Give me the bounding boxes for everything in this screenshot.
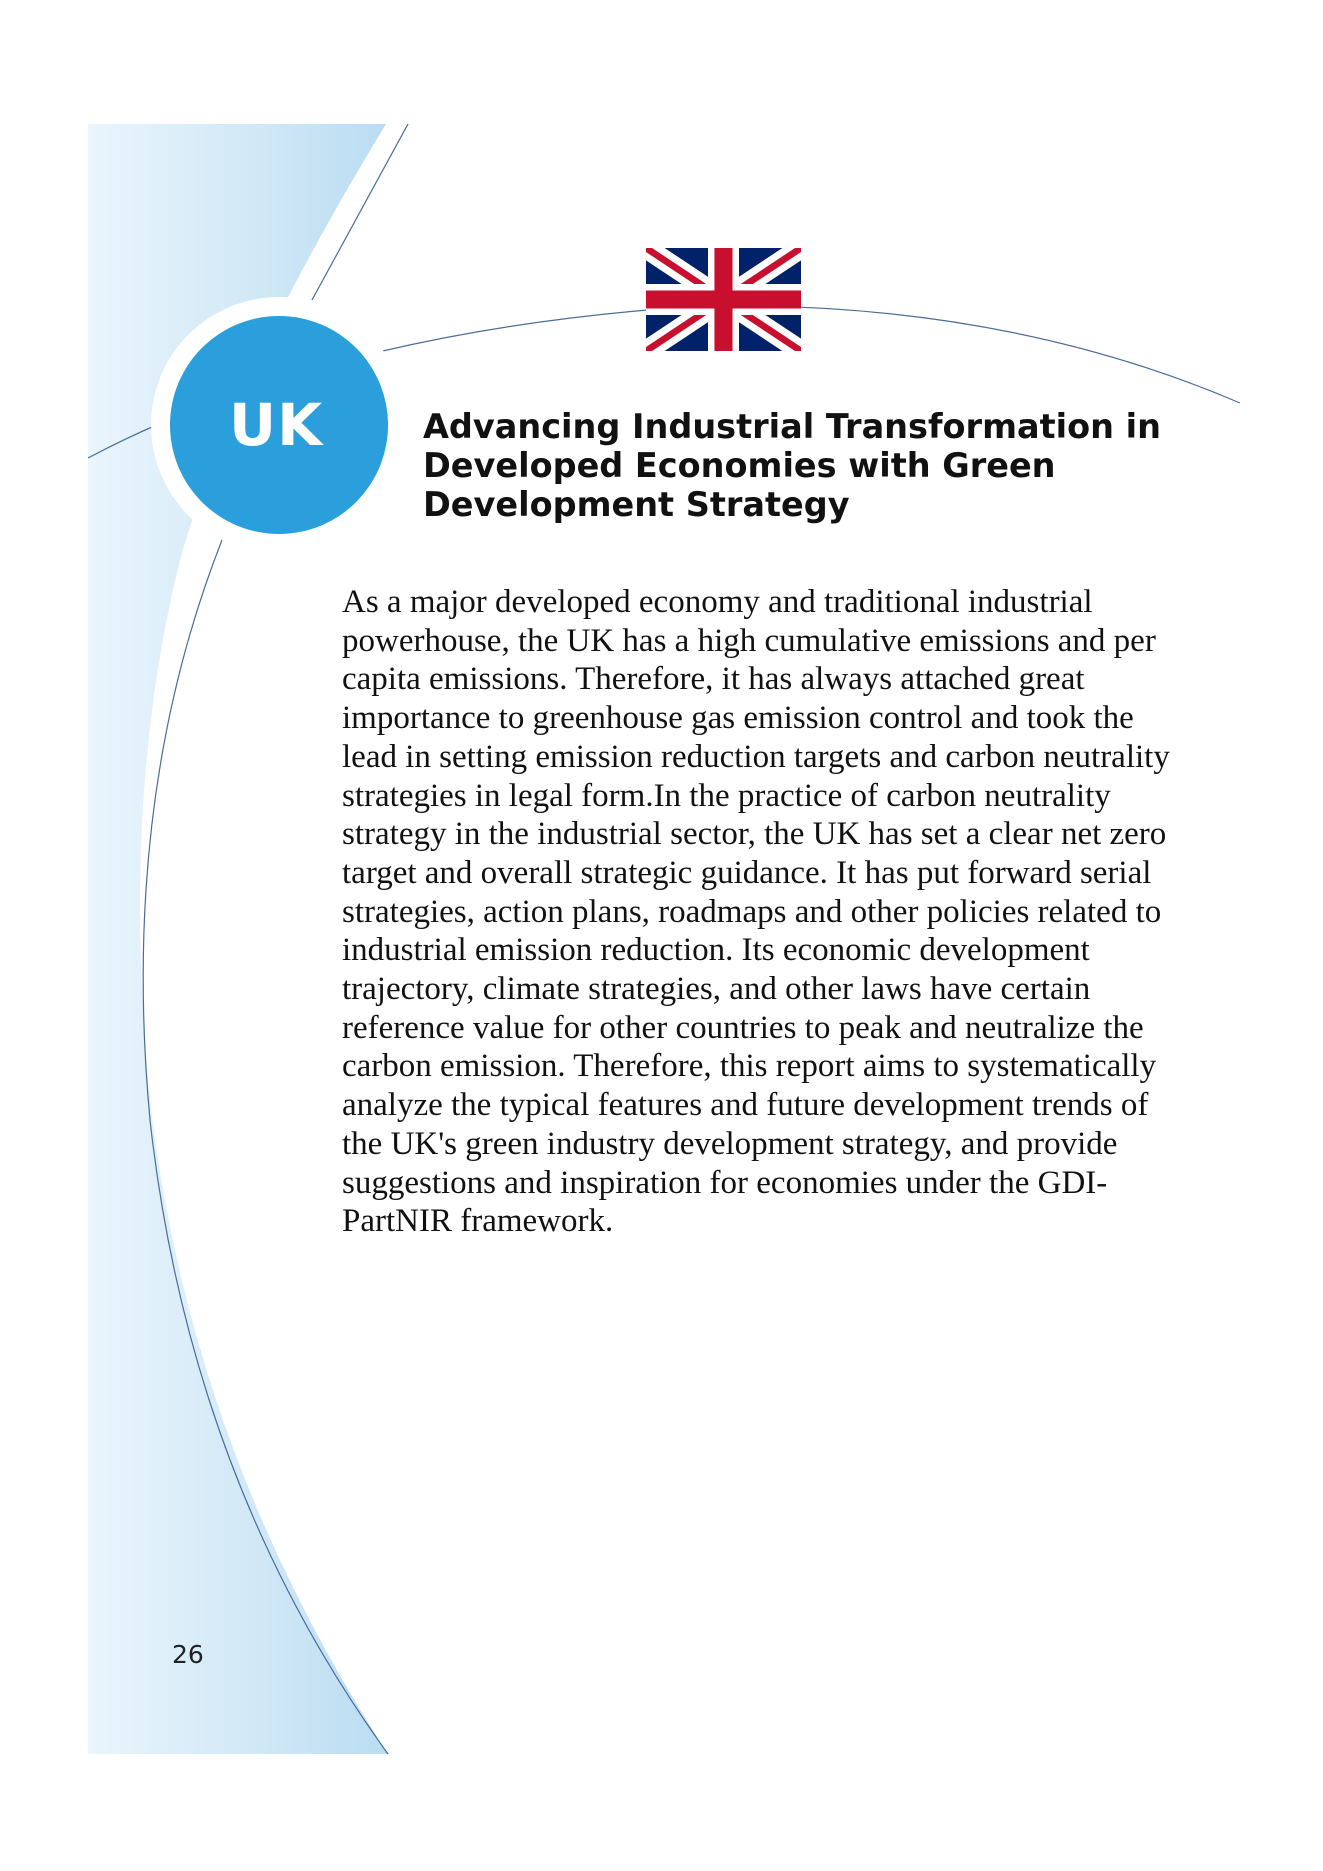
- page-title: Advancing Industrial Transformation in Developed Economies with Green Development Strategy: [423, 407, 1161, 524]
- union-jack-flag-icon: [646, 248, 801, 351]
- country-badge-label: UK: [228, 391, 324, 459]
- body-paragraph: As a major developed economy and traditional industrial powerhouse, the UK has a high cumulative emissions and per capita emissions. Therefore, it has always attached great importance to greenhouse gas emission control and took the lead in setting emission reduction targets and carbon neutrality strategies in legal form.In the practice of carbon neutrality strategy in the industrial sector, the UK has set a clear net zero target and overall strategic guidance. It has put forward serial strategies, action plans, roadmaps and other policies related to industrial emission reduction. Its economic development trajectory, climate strategies, and other laws have certain reference value for other countries to peak and neutralize the carbon emission. Therefore, this report aims to systematically analyze the typical features and future development trends of the UK's green industry development strategy, and provide suggestions and inspiration for economies under the GDI-PartNIR framework.: [342, 584, 1170, 1240]
- country-badge: [170, 316, 388, 534]
- page-number: 26: [172, 1640, 204, 1669]
